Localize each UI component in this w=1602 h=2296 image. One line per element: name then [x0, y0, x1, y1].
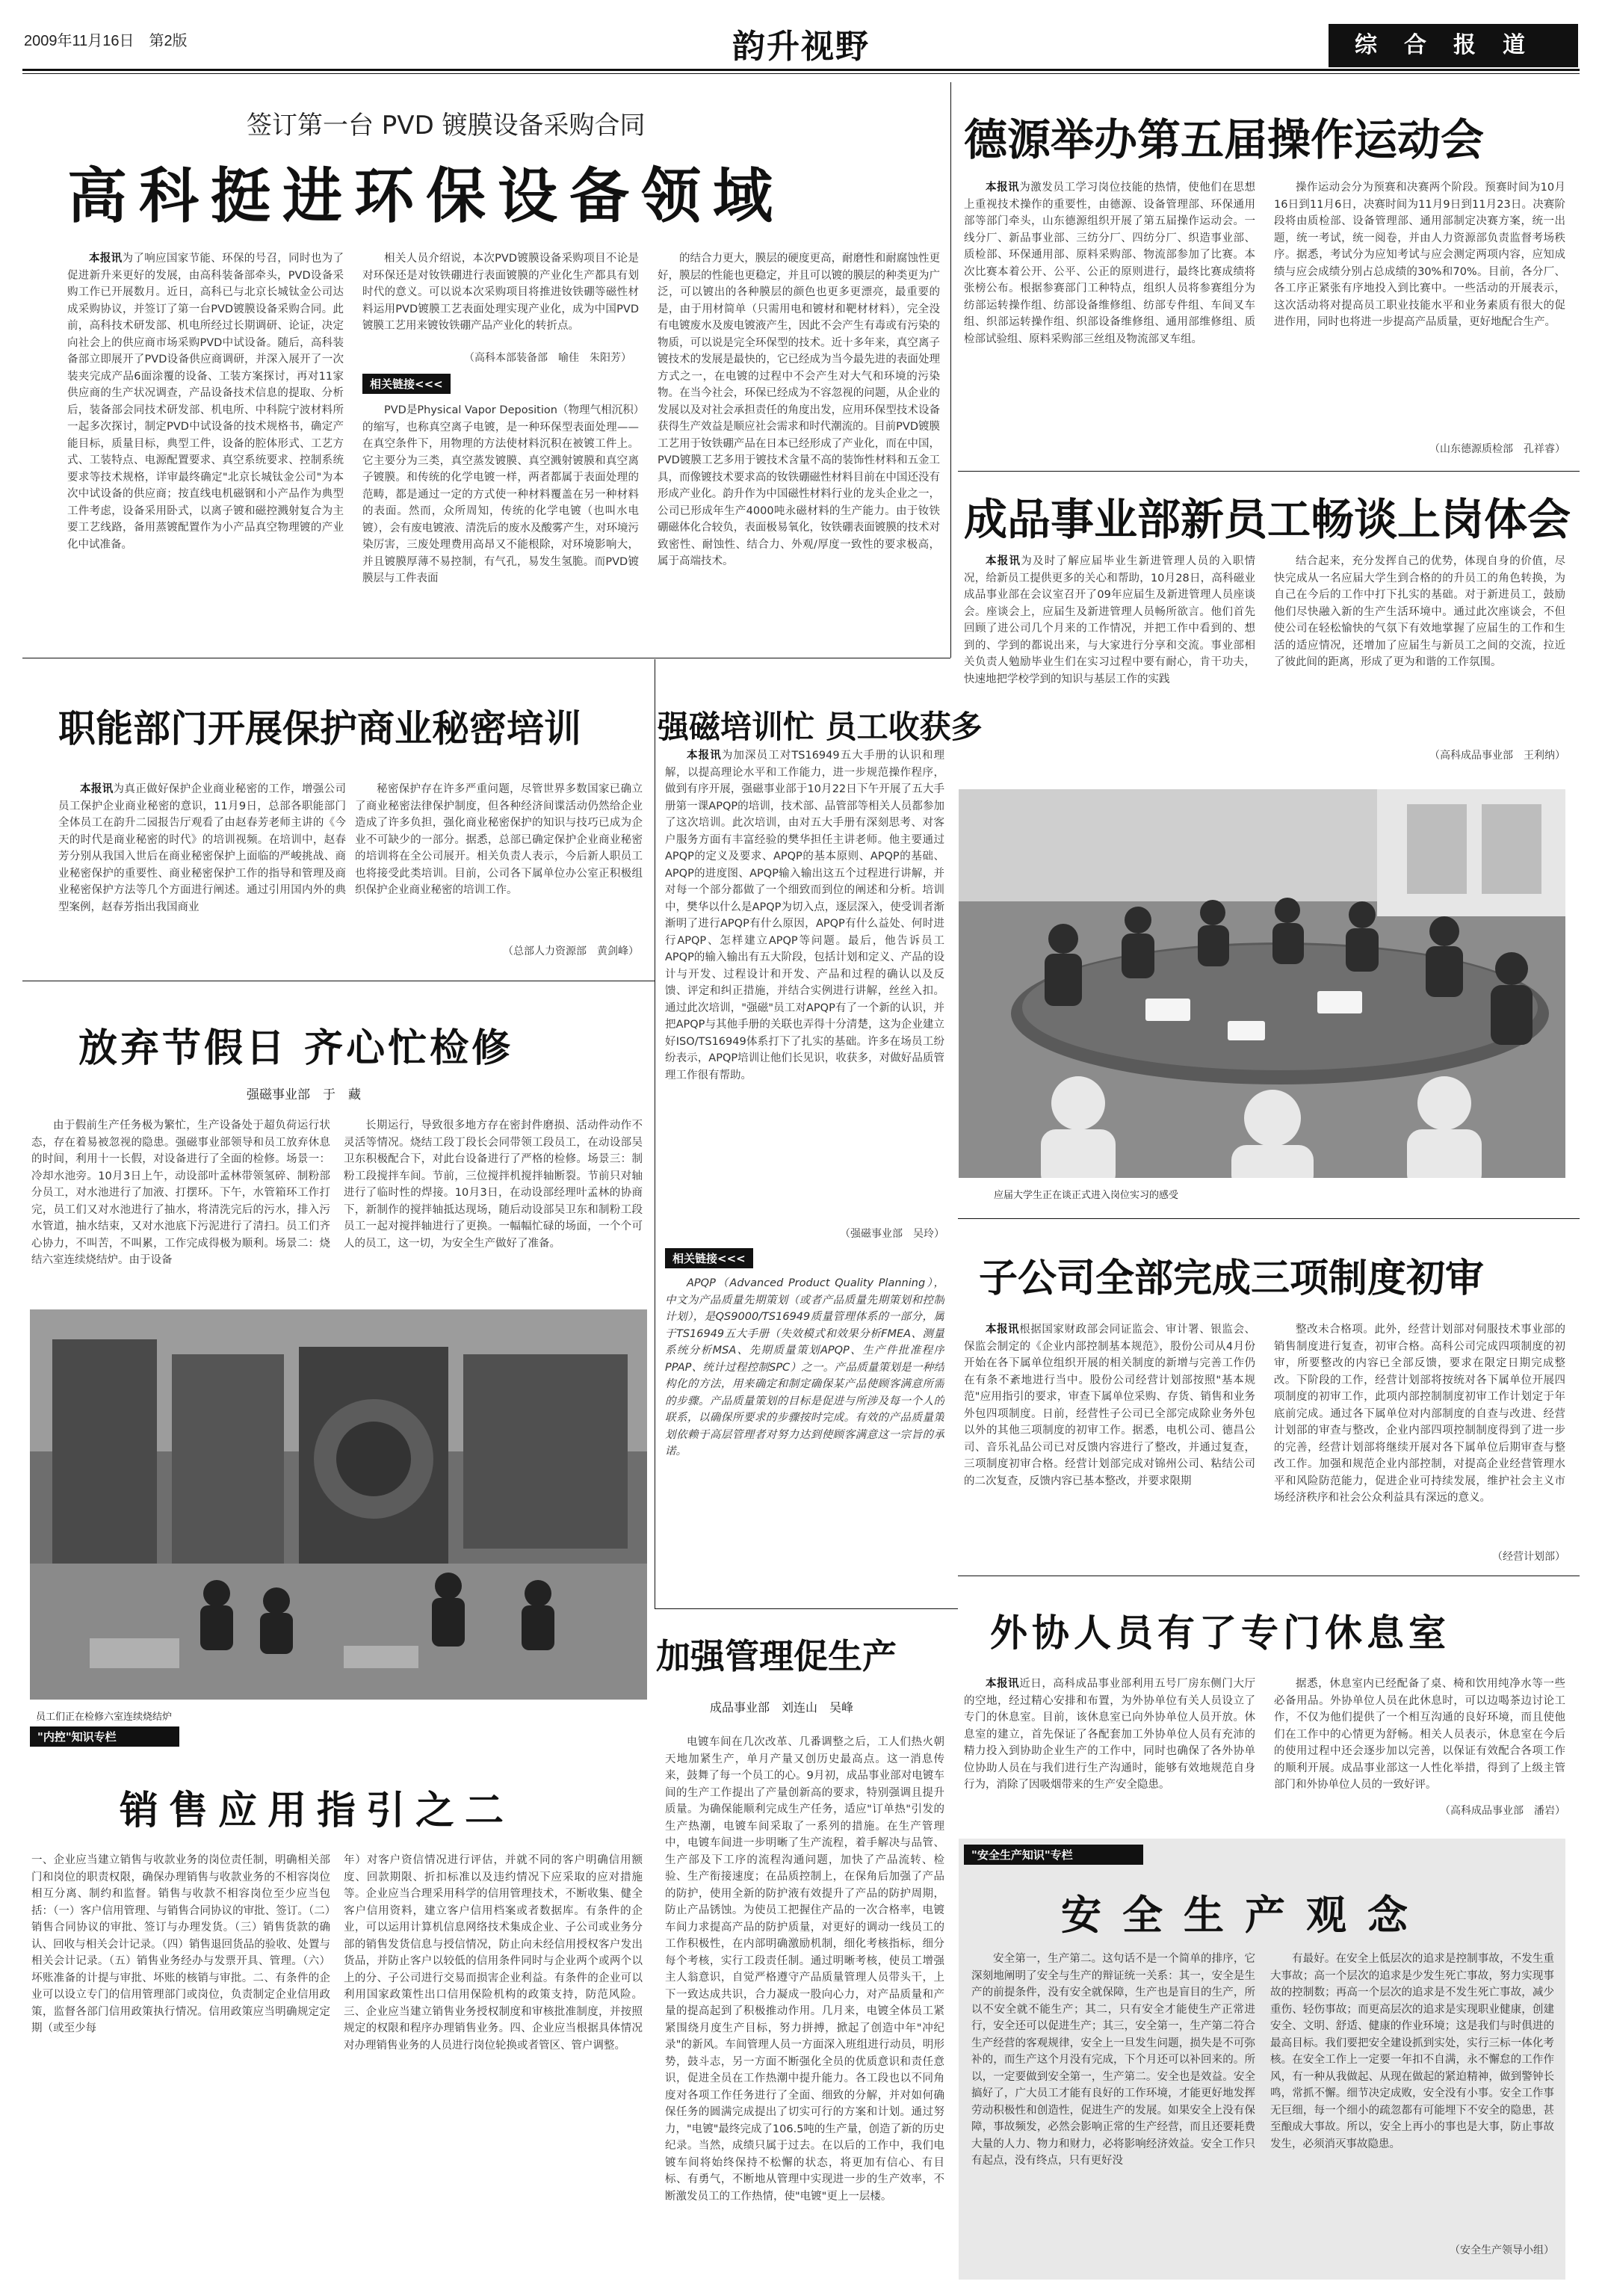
art8-title: 加强管理促生产 — [656, 1636, 897, 1676]
art5-col1 — [665, 747, 944, 1177]
art1-col3-text: 的结合力更大，膜层的硬度更高，耐磨性和耐腐蚀性更好，膜层的性能也更稳定，并且可以镀的膜层的种类更为广泛，可以镀出的各种膜层的颜色也更多更漂亮，最重要的是，由于用材简单（只需用电和镀材和靶材材料），完全没有电镀废水及废电镀液产生，因此不会产生有毒或有污染的物质，可以说是完全环保型的技术。近十多年来，真空离子镀技术的发展是最快的，它已经成为当今最先进的表面处理方式之一，在电镀的过程中不会产生对大气和环境的污染物。在当今社会，环保已经成为不容忽视的问题，从企业的发展以及对社会承担责任的角度出发，应用环保型技术设备获得生产效益是顺应社会需求和时代潮流的。目前PVD镀膜工艺用于钕铁硼产品在日本已经形成了产业化，而在中国，PVD镀膜工艺多用于镀技术含量不高的装饰性材料和五金工具，而像镀技术要求高的钕铁硼磁性材料目前在中国还没有形成产业化。韵升作为中国磁性材料行业的龙头企业之一，公司已形成年生产4000吨永磁材料的生产能力。由于钕铁硼磁体化合较负，表面极易氧化，钕铁硼表面镀膜的技术对致密性、耐蚀性、结合力、外观/厚度一致性的要求极高，属于高端技术。 — [658, 253, 940, 567]
masthead-title: 韵升视野 — [732, 28, 870, 66]
art5-related-text: APQP（Advanced Product Quality Planning），中文为产品质量先期策划（或者产品质量先期策划和控制计划），是QS9000/TS16949质量管理体系的一部分，属于TS16949五大手册（失效模式和效果分析FMEA、测量系统分析MSA、先期质量策划APQP、生产件批准程序PPAP、统计过程控制SPC）之一。产品质量策划是一种结构化的方法，用来确定和制定确保某产品使顾客满意所需的步骤。产品质量策划的目标是促进与所涉及每一个人的联系，以确保所要求的步骤按时完成。有效的产品质量策划依赖于高层管理者对努力达到使顾客满意这一宗旨的承诺。 — [665, 1277, 944, 1457]
art1-col2-text: 相关人员介绍说，本次PVD镀膜设备采购项目不论是对环保还是对钕铁硼进行表面镀膜的产业化生产都具有划时代的意义。可以说本次采购项目将推进钕铁硼等磁性材料运用PVD镀膜工艺表面处理实现产业化，成为中国PVD镀膜工艺用来镀钕铁硼产品产业化的转折点。 — [362, 253, 639, 332]
art7-col1 — [964, 1321, 1255, 1561]
art8-top-rule — [655, 1608, 958, 1609]
art5-related-label: 相关链接<<< — [665, 1248, 753, 1268]
maintenance-photo-illustration — [30, 1309, 647, 1700]
art11-title: 安全生产观念 — [1061, 1892, 1429, 1939]
art4-byline: （总部人力资源部 黄剑峰） — [503, 945, 639, 957]
art3-title: 成品事业部新员工畅谈上岗体会 — [964, 494, 1571, 545]
art2-byline: （山东德源质检部 孔祥睿） — [1429, 443, 1565, 455]
art2-col1 — [964, 179, 1255, 460]
art1-col1 — [67, 250, 344, 632]
art11-col1-text: 安全第一，生产第二。这句话不是一个简单的排序，它深刻地阐明了安全与生产的辩证统一关系：其一，安全是生产的前提条件，没有安全就保障，生产也是盲目的生产，所以不安全就不能生产；其二，只有安全才能使生产正常进行，安全还可以促进生产；其三，安全第一，生产第二符合生产经营的客观规律，安全上一旦发生问题，损失是不可弥补的，而生产这个月没有完成，下个月还可以补回来的。所以，一定要做到安全第一，生产第二。安全也是效益。安全搞好了，广大员工才能有良好的工作环境，才能更好地发挥劳动积极性和创造性，促进生产的发展。如果安全上没有保障，事故频发，必然会影响正常的生产经营，而且还要耗费大量的人力、物力和财力，必将影响经济效益。安全工作只有起点，没有终点，只有更好没 — [971, 1953, 1255, 2167]
art9-col2-text: 据悉，休息室内已经配备了桌、椅和饮用纯净水等一些必备用品。外协单位人员在此休息时，可以边喝茶边讨论工作，不仅为他们提供了一个相互沟通的良好环境，而且使他们在工作中的心情更为舒畅。相关人员表示，休息室在今后的使用过程中还会逐步加以完善，以保证有效配合各项工作的顺利开展。成品事业部这一人性化举措，得到了上级主管部门和外协单位人员的一致好评。 — [1274, 1678, 1565, 1791]
art10-label: "内控"知识专栏 — [30, 1726, 179, 1747]
art6-col2-text: 长期运行，导致很多地方存在密封件磨损、活动件动作不灵活等情况。烧结工段丁段长会同带领工段员工，在动设部吴卫东积极配合下，对此台设备进行了严格的检修。场景三：制粉工段搅拌车间。节前，三位搅拌机搅拌轴断裂。节前只对轴进行了临时性的焊接。10月3日，在动设部经理叶孟林的协商下，新制作的搅拌轴抵达现场，随后动设部吴卫东和制粉工段员工一起对搅拌轴进行了更换。一幅幅忙碌的场面，一个个可人的员工，这一切，为安全生产做好了准备。 — [344, 1120, 643, 1250]
art3-col1-text: 为及时了解应届毕业生新进管理人员的入职情况，给新员工提供更多的关心和帮助，10月28日，高科磁业成品事业部在会议室召开了09年应届生及新进管理人员座谈会。座谈会上，应届生及新进管理人员畅所欲言。他们首先回顾了进公司几个月来的工作情况，并把工作中看到的、想到的、学到的都说出来，与大家进行分享和交流。事业部相关负责人勉励毕业生们在实习过程中要有耐心，肯干功夫，快速地把学校学到的知识与基层工作的实践 — [964, 555, 1255, 685]
art2-lead: 本报讯 — [986, 182, 1020, 194]
art3-lead: 本报讯 — [986, 555, 1021, 567]
art5-title: 强磁培训忙 员工收获多 — [658, 709, 983, 745]
art6-title: 放弃节假日 齐心忙检修 — [78, 1026, 514, 1071]
art10-col1-text: 一、企业应当建立销售与收款业务的岗位责任制，明确相关部门和岗位的职责权限，确保办理销售与收款业务的不相容岗位相互分离、制约和监督。销售与收款不相容岗位至少应当包括：（一）客户信用管理、与销售合同协议的审批、签订。（二）销售合同协议的审批、签订与办理发货。（三）销售货款的确认、回收与相关会计记录。（四）销售退回货品的验收、处置与相关会计记录。（五）销售业务经办与发票开具、管理。（六）坏账准备的计提与审批、坏账的核销与审批。二、有条件的企业可以设立专门的信用管理部门或岗位，负责制定企业信用政策，监督各部门信用政策执行情况。信用政策应当明确规定定期（或至少每 — [31, 1854, 330, 2034]
art7-col2-text: 整改未合格项。此外，经营计划部对伺服技术事业部的销售制度进行复查，初审合格。高科公司完成四项制度的初审，所要整改的内容已全部反馈，要求在限定日期完成整改。下阶段的工作，经营计划部将按统对各下属单位开展四项制度的初审工作，此项内部控制制度初审工作计划定于年底前完成。通过各下属单位对内部制度的自查与改进、经营计划部的审查与整改，企业内部四项控制制度得到了进一步的完善，经营计划部将继续开展对各下属单位后期审查与整改工作。加强和规范企业内部控制，对提高企业经营管理水平和风险防范能力，促进企业可持续发展，维护社会主义市场经济秩序和社会公众利益具有深远的意义。 — [1274, 1324, 1565, 1504]
art4-col1-text: 为真正做好保护企业商业秘密的工作，增强公司员工保护企业商业秘密的意识，11月9日，总部各职能部门全体员工在韵升二园报告厅观看了由赵春芳老师主讲的《今天的时代是商业秘密的时代》的培训视频。在培训中，赵春芳分别从我国入世后在商业秘密保护上面临的严峻挑战、商业秘密保护的重要性、商业秘密保护工作的指导和管理及商业秘密保护方法等几个方面进行阐述。通过引用国内外的典型案例，赵春芳指出我国商业 — [58, 783, 346, 913]
art9-col1 — [964, 1676, 1255, 1825]
art7-title: 子公司全部完成三项制度初审 — [979, 1256, 1485, 1301]
art6-author: 强磁事业部 于 藏 — [247, 1087, 361, 1102]
art8-col1-text: 电镀车间在几次改革、几番调整之后，工人们热火朝天地加紧生产，单月产量又创历史最高点。这一消息传来，鼓舞了每一个员工的心。9月初，成品事业部对电镀车间的生产工作提出了产量创新高的要求，特别强调且提升质量。为确保能顺利完成生产任务，适应"订单热"引发的生产热潮，电镀车间采取了一系列的措施。在生产管理中，电镀车间进一步明晰了生产流程，着手解决与品管、生产部及下工序的流程沟通问题，加快了产品流转、检验、生产衔接速度；在品质控制上，在保角后加强了产品的防护，使用全新的防护液有效提升了产品的防护周期，防止产品锈蚀。为使员工把握住产品的一次合格率，电镀车间力求提高产品的防护质量，对更好的调动一线员工的工作积极性，在内部明确激励机制，细化考核指标，细分每个考核，实行工段责任制。通过明晰考核，使员工增强主人翁意识，自觉严格遵守产品质量管理人员带头干，上下一致达成共识，合力凝成一股向心力，对产品质量和产量的提高起到了积极推动作用。几月来，电镀全体员工紧紧围绕月度生产目标，努力拼搏，掀起了创造中年"冲纪录"的新风。车间管理人员一方面深入班组进行动员，明形势，鼓斗志，另一方面不断强化全员的优质意识和责任意识，促进全员在工作热潮中提升能力。各工段也以不同角度对各项工作任务进行了全面、细致的分解，并对如何确保任务的圆满完成提出了切实可行的方案和计划。通过努力，"电镀"最终完成了106.5吨的生产量，创造了新的历史纪录。当然，成绩只属于过去。在以后的工作中，我们电镀车间将始终保持不松懈的状态，将更加有信心、有目标、有勇气，不断地从管理中实现进一步的生产效率，不断激发员工的工作热情，使"电镀"更上一层楼。 — [665, 1736, 944, 2203]
art1-title: 高科挺进环保设备领域 — [67, 161, 785, 231]
masthead-rule — [22, 69, 1580, 71]
art7-lead: 本报讯 — [986, 1324, 1020, 1336]
art3-photo-caption: 应届大学生正在谈正式进入岗位实习的感受 — [994, 1190, 1179, 1201]
masthead-date-issue: 2009年11月16日 第2版 — [24, 33, 188, 49]
column-divider — [950, 82, 951, 658]
art9-byline: （高科成品事业部 潘岩） — [1440, 1805, 1565, 1817]
art10-title: 销售应用指引之二 — [120, 1789, 515, 1833]
art7-top-rule — [958, 1218, 1580, 1219]
art11-col2-text: 有最好。在安全上低层次的追求是控制事故，不发生重大事故；高一个层次的追求是少发生死亡事故，努力实现事故的控制数；再高一个层次的追求是不发生死亡事故，减少重伤、轻伤事故；而更高层次的追求是实现职业健康，创建安全、文明、舒适、健康的作业环境；这是我们与时俱进的最高目标。我们要把安全建设抓到实处，实行三标一体化考核。在安全工作上一定要一年扣不自满，永不懈怠的工作作风，有一种从我做起、从现在做起的紧迫精神，做到警钟长鸣，常抓不懈。细节决定成败，安全没有小事。安全工作事无巨细，每一个细小的疏忽都有可能埋下不安全的隐患，甚至酿成大事故。所以，安全上再小的事也是大事，防止事故发生，必须消灭事故隐患。 — [1270, 1953, 1554, 2150]
art2-col2-text: 操作运动会分为预赛和决赛两个阶段。预赛时间为10月16日到11月6日，决赛时间为11月9日到11月23日。决赛阶段将由质检部、设备管理部、通用部制定决赛方案，统一出题，统一考试，统一阅卷，并由人力资源部负责监督考场秩序。据悉，考试分为应知考试与应会测定两项内容，应知成绩与应会成绩分别占总成绩的30%和70%。目前，各分厂、各工序正紧张有序地投入到比赛中。一些活动的开展表示，这次活动将对提高员工职业技能水平和业务素质有很大的促进作用，同时也将进一步提高产品质量，更好地配合生产。 — [1274, 182, 1565, 328]
art6-photo-caption: 员工们正在检修六室连续烧结炉 — [36, 1712, 173, 1723]
art4-col2-text: 秘密保护存在许多严重问题，尽管世界多数国家已确立了商业秘密法律保护制度，但各种经济间谍活动仍然给企业造成了许多负担，强化商业秘密保护的知识与技巧已成为企业不可缺少的一部分。据悉，总部已确定保护企业商业秘密的培训将在全公司展开。相关负责人表示，今后新人职员工也将接受此类培训。目前，公司各下属单位办公室正积极组织保护企业商业秘密的培训工作。 — [355, 783, 643, 896]
art3-col2-text: 结合起来，充分发挥自己的优势，体现自身的价值，尽快完成从一名应届大学生到合格的的升员工的角色转换，为自己在今后的工作中打下扎实的基础。对于新进员工，鼓励他们尽快融入新的生产生活环境中。通过此次座谈会，不但使公司在轻松愉快的气氛下有效地掌握了应届生的工作和生活的适应情况，还增加了应届生与新员工之间的交流，拉近了彼此间的距离，形成了更为和谐的工作氛围。 — [1274, 555, 1565, 668]
art1-lead: 本报讯 — [89, 253, 123, 265]
art9-col1-text: 近日，高科成品事业部利用五号厂房东侧门大厅的空地，经过精心安排和布置，为外协单位有关人员设立了专门的休息室。目前，该休息室已向外协单位人员开放。休息室的建立，首先保证了各配套加工外协单位人员有充沛的精力投入到协助企业生产的工作中，同时也确保了各外协单位协助人员在与我们进行生产沟通时，能够有效地规范自身行为，消除了因吸烟带来的生产安全隐患。 — [964, 1678, 1255, 1791]
art4-col1 — [58, 781, 346, 975]
masthead-rule-thin — [22, 73, 1580, 74]
art2-title: 德源举办第五届操作运动会 — [964, 114, 1485, 165]
art4-lead: 本报讯 — [80, 783, 114, 795]
art9-lead: 本报讯 — [986, 1678, 1020, 1690]
art2-bottom-rule — [958, 471, 1580, 472]
art11-label: "安全生产知识"专栏 — [964, 1845, 1143, 1865]
art1-kicker: 签订第一台 PVD 镀膜设备采购合同 — [247, 111, 646, 141]
art1-byline: （高科本部装备部 喻佳 朱阳芳） — [464, 352, 631, 364]
art7-col1-text: 根据国家财政部会同证监会、审计署、银监会、保监会制定的《企业内部控制基本规范》，股份公司从4月份开始在各下属单位组织开展的相关制度的新增与完善工作仍在有条不紊地进行当中。股份公司经营计划部按照"基本规范"应用指引的要求，审查下属单位采购、存货、销售和业务外包四项制度。日前，经营性子公司已全部完成除业务外包以外的其他三项制度的初审工作。据悉，电机公司、德昌公司、音乐礼品公司已对反馈内容进行了整改，并通过复查，三项制度初审合格。经营计划部完成对锦州公司、粘结公司的二次复查，反馈内容已基本整改，并要求限期 — [964, 1324, 1255, 1487]
art6-col1-text: 由于假前生产任务极为繁忙，生产设备处于超负荷运行状态，存在着易被忽视的隐患。强磁事业部领导和员工放弃休息的时间，利用十一长假，对设备进行了全面的检修。场景一：冷却水池旁。10月3日上午，动设部叶孟林带领氢碎、制粉部分员工，对水池进行了加液、打摆环。下午，水管箱环工作打完，员工们又对水池进行了抽水，将清洗完后的污水，排入污水管道，抽水结束，又对水池底下污泥进行了清扫。员工们齐心协力，不叫苦，不叫累，工作完成得极为顺利。场景二：烧结六室连续烧结炉。由于设备 — [31, 1120, 330, 1266]
art10-col2-text: 年）对客户资信情况进行评估，并就不同的客户明确信用额度、回款期限、折扣标准以及违约情况下应采取的应对措施等。企业应当合理采用科学的信用管理技术，不断收集、健全客户信用资料，建立客户信用档案或者数据库。有条件的企业，可以运用计算机信息网络技术集成企业、子公司或业务分部的销售发货信息与授信情况，防止向未经信用授权客户发出货品，并防止客户以较低的信用条件同时与企业两个或两个以上的分、子公司进行交易而损害企业利益。有条件的企业可以利用国家政策性出口信用保险机构的政策支持，防范风险。三、企业应当建立销售业务授权制度和审核批准制度，并按照规定的权限和程序办理销售业务。四、企业应当根据具体情况对办理销售业务的人员进行岗位轮换或者管区、管户调整。 — [344, 1854, 643, 2052]
art1-col1-text: 为了响应国家节能、环保的号召，同时也为了促进新升来更好的发展，由高科装备部牵头，PVD设备采购工作已开展数月。近日，高科已与北京长城钛金公司达成采购协议，并签订了第一台PVD镀膜设备采购合同。此前，高科技术研发部、机电所经过长期调研、论证，决定向社会上的供应商市场采购PVD中试设备。随后，高科装备部立即展开了PVD设备供应商调研，并深入展开了一次装夹完成产品6面涂覆的设备、工装方案探讨，再对11家供应商的生产状况调查，产品设备技术信息的提取、分析后，装备部会同技术研发部、机电所、中科院宁波材料所一起多次探讨，制定PVD中试设备的技术规格书，确定产能目标，质量目标，典型工件，设备的腔体形式、工艺方式、工装特点、电源配置要求、真空系统要求、控制系统要求等技术规格，详审最终确定"北京长城钛金公司"为本次中试设备的供应商；按直线电机磁钢和小产品作为典型工件考虑，设备采用卧式，以离子镀和磁控溅射复合为主要工艺线路，备用蒸镀配置作为小产品真空物理镀的产业化中试准备。 — [67, 253, 344, 551]
masthead-section: 综合报道 — [1329, 24, 1578, 67]
art3-col1 — [964, 553, 1255, 777]
art5-lead: 本报讯 — [687, 750, 722, 762]
art3-photo — [959, 789, 1565, 1178]
art1-related-label: 相关链接<<< — [362, 374, 451, 394]
art3-byline: （高科成品事业部 王利纳） — [1429, 750, 1565, 762]
art7-byline: （经营计划部） — [1492, 1551, 1565, 1563]
art5-col1-text: 为加深员工对TS16949五大手册的认识和理解，以提高理论水平和工作能力，进一步规范操作程序，做到有序开展，强磁事业部于10月22日下午开展了五大手册第一课APQP的培训，技术部、品管部等相关人员都参加了这次培训。此次培训，由对五大手册有深刻思考、对客户服务方面有丰富经验的樊华担任主讲老师。他主要通过APQP的定义及要求、APQP的基本原则、APQP的基础、APQP的进度图、APQP输入输出这五个过程进行讲解，并对每一个部分都做了一个细致而到位的阐述和分析。培训中，樊华以什么是APQP为切入点，逐层深入，使受训者渐渐明了进行APQP有什么原因，APQP有什么益处、何时进行APQP、怎样建立APQP等问题。最后，他告诉员工APQP的输入输出有五大阶段，包括计划和定义、产品的设计与开发、过程设计和开发、产品和过程的确认以及反馈、评定和纠正措施，并结合实例进行讲解，丝丝入扣。通过此次培训，"强磁"员工对APQP有了一个新的认识，并把APQP与其他手册的关联也弄得十分清楚，这为企业建立好ISO/TS16949体系打下了扎实的基础。许多在场员工纷纷表示，APQP培训让他们长见识，收获多，对做好品质管理工作很有帮助。 — [665, 750, 944, 1081]
art4-title: 职能部门开展保护商业秘密培训 — [58, 707, 581, 750]
art8-author: 成品事业部 刘连山 吴峰 — [710, 1700, 854, 1715]
art2-col1-text: 为激发员工学习岗位技能的热情，使他们在思想上重视技术操作的重要性，由德源、设备管理部、环保通用部等部门牵头，山东德源组织开展了第五届操作运动会。一线分厂、新品事业部、三纺分厂、四纺分厂、织造事业部、质检部、环保通用部、原料采购部、物流部参加了比赛。本次比赛本着公开、公平、公正的原则进行，最终比赛成绩将张榜公布。根据参赛部门工种特点，组织人员将参赛组分为纺部运转操作组、纺部设备维修组、纺部专件组、车间叉车组、织部运转操作组、织部设备维修组、通用部维修组、质检部试验组、原料采购部三丝组及物流部叉车组。 — [964, 182, 1255, 345]
art5-byline: （强磁事业部 吴玲） — [840, 1228, 944, 1240]
art9-title: 外协人员有了专门休息室 — [990, 1611, 1450, 1655]
art1-related-text: PVD是Physical Vapor Deposition（物理气相沉积）的缩写，也称真空离子电镀，是一种环保型表面处理——在真空条件下，用物理的方法使材料沉积在被镀工件上。它主要分为三类，真空蒸发镀膜、真空溅射镀膜和真空离子镀膜。和传统的化学电镀一样，两者都属于表面处理的范畴，都是通过一定的方式使一种材料覆盖在另一种材料的表面。然而，众所周知，传统的化学电镀（也叫水电镀），会有废电镀液、清洗后的废水及酸雾产生，对环境污染厉害，三废处理费用高昂又不能根除，对环境影响大，并且镀膜厚薄不易控制，有气孔，易发生氢脆。而PVD镀膜层与工件表面 — [362, 404, 639, 584]
art11-byline: （安全生产领导小组） — [1450, 2244, 1554, 2256]
art6-photo — [30, 1309, 647, 1700]
meeting-photo-illustration — [959, 789, 1565, 1178]
